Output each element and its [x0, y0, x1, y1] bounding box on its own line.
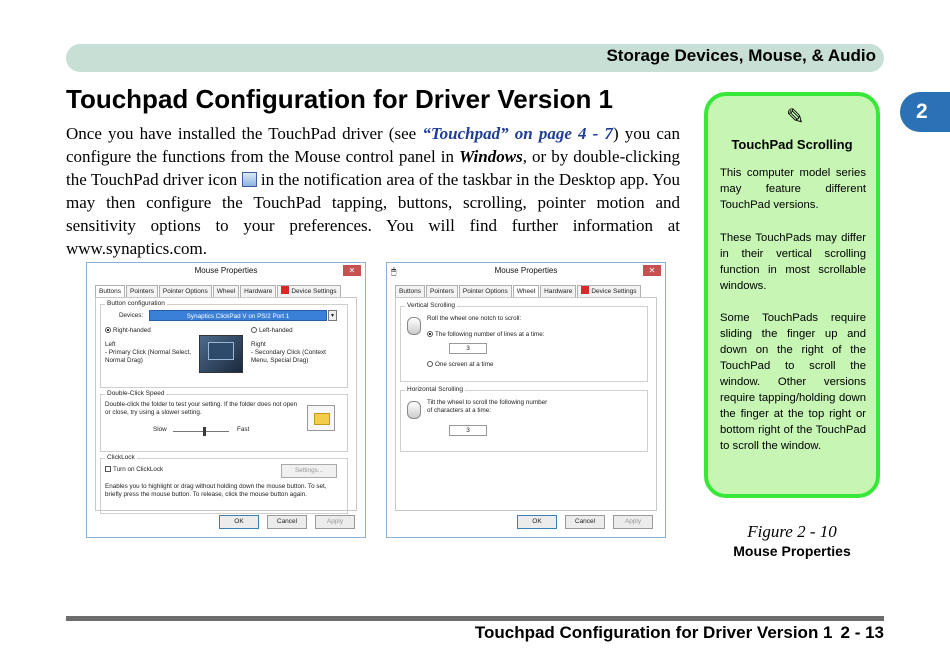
right-button-description: Right - Secondary Click (Context Menu, Special Drag) [251, 341, 326, 364]
page-number: 2 - 13 [840, 623, 884, 642]
synaptics-icon [581, 286, 589, 294]
figure-number: Figure 2 - 10 [747, 522, 837, 541]
vertical-scroll-text: Roll the wheel one notch to scroll: [427, 315, 522, 322]
test-folder-icon[interactable] [307, 405, 335, 431]
close-button[interactable]: ✕ [643, 265, 661, 276]
figure-caption: Mouse Properties [733, 543, 851, 559]
speed-slider-track[interactable] [173, 431, 229, 432]
lines-spinner[interactable]: 3 [449, 343, 487, 354]
fast-label: Fast [237, 426, 250, 433]
cancel-button[interactable]: Cancel [565, 515, 605, 529]
mouse-properties-dialog-wheel [386, 262, 666, 538]
scroll-wheel-icon [407, 317, 421, 335]
group-label: Horizontal Scrolling [407, 386, 463, 393]
radio-lines[interactable] [427, 331, 433, 337]
devices-label: Devices: [119, 312, 144, 319]
tab-panel [395, 297, 657, 511]
body-text-4: in the notification area of the taskbar in the Desktop app. You may then configure the TouchPad tapping, buttons, scrolling, pointer motion and sensitivity options to your preferences. You will find further information at www.synaptics.com. [66, 170, 680, 258]
right-handed-option[interactable] [105, 327, 151, 335]
note-paragraph-1: This computer model series may feature different TouchPad versions. [720, 167, 866, 211]
tab-wheel[interactable]: Wheel [513, 285, 539, 298]
mouse-icon: 🖱 [391, 266, 397, 276]
clicklock-label: Turn on ClickLock [113, 466, 164, 473]
tab-device-settings[interactable] [577, 285, 640, 297]
screen-option-label: One screen at a time [435, 361, 494, 368]
tab-device-settings-label: Device Settings [291, 288, 337, 295]
left-handed-option[interactable] [251, 327, 293, 335]
clicklock-text: Enables you to highlight or drag without holding down the mouse button. To set, briefly press the mouse button. To release, click the mouse button again. [105, 483, 327, 498]
left-handed-label: Left-handed [259, 327, 293, 334]
group-label: Double-Click Speed [107, 390, 165, 397]
tab-pointers[interactable]: Pointers [126, 285, 158, 297]
lines-option-label: The following number of lines at a time: [435, 331, 545, 338]
touchpad-driver-icon [242, 172, 257, 187]
footer-title: Touchpad Configuration for Driver Version 1 [474, 623, 833, 642]
tab-strip [95, 285, 342, 297]
group-label: Vertical Scrolling [407, 302, 456, 309]
tab-hardware[interactable]: Hardware [540, 285, 576, 297]
footer [467, 623, 884, 643]
body-text-3: , or by double-clicking the TouchPad driver icon [66, 147, 680, 189]
pencil-icon: ✎ [786, 104, 805, 129]
body-paragraph [66, 122, 680, 260]
group-label: Button configuration [107, 300, 165, 307]
apply-button[interactable]: Apply [613, 515, 653, 529]
vertical-scrolling-group [400, 302, 648, 382]
ok-button[interactable]: OK [517, 515, 557, 529]
devices-dropdown[interactable]: Synaptics ClickPad V on PS/2 Port 1 [149, 310, 327, 321]
close-button[interactable]: ✕ [343, 265, 361, 276]
double-click-text: Double-click the folder to test your setting. If the folder does not open or close, try using a slower setting. [105, 401, 298, 416]
ok-button[interactable]: OK [219, 515, 259, 529]
footer-rule [66, 616, 884, 621]
dialog-title: Mouse Properties [194, 266, 258, 275]
note-paragraph-3: Some TouchPads require sliding the finger up and down on the right of the TouchPad to scroll the window. Other versions require tapping/holding down the finger at the top right or bottom right of the TouchPad to scroll the window. [720, 312, 866, 452]
left-button-description: Left - Primary Click (Normal Select, Normal Drag) [105, 341, 192, 364]
horizontal-scroll-text: Tilt the wheel to scroll the following number of characters at a time: [427, 399, 548, 414]
tab-device-settings[interactable] [277, 285, 340, 297]
synaptics-icon [281, 286, 289, 294]
screen-option[interactable] [427, 361, 493, 369]
chapter-number: 2 [916, 100, 928, 123]
cancel-button[interactable]: Cancel [267, 515, 307, 529]
cross-reference-link[interactable]: “Touchpad” on page 4 - 7 [422, 124, 613, 143]
mouse-properties-dialog-buttons [86, 262, 366, 538]
button-config-group [100, 300, 348, 388]
slow-label: Slow [153, 426, 167, 433]
double-click-group [100, 390, 348, 452]
lines-option[interactable] [427, 331, 545, 339]
dialog-title: Mouse Properties [494, 266, 558, 275]
group-label: ClickLock [107, 454, 135, 461]
tab-pointers[interactable]: Pointers [426, 285, 458, 297]
right-handed-label: Right-handed [113, 327, 151, 334]
radio-right-handed[interactable] [105, 327, 111, 333]
body-text-2: ) you can configure the functions from the Mouse control panel in [66, 124, 680, 166]
tilt-wheel-icon [407, 401, 421, 419]
note-heading: TouchPad Scrolling [731, 137, 853, 152]
tab-hardware[interactable]: Hardware [240, 285, 276, 297]
tab-pointer-options[interactable]: Pointer Options [459, 285, 512, 297]
characters-spinner[interactable]: 3 [449, 425, 487, 436]
settings-button[interactable]: Settings... [281, 464, 337, 478]
apply-button[interactable]: Apply [315, 515, 355, 529]
tab-buttons[interactable]: Buttons [95, 285, 125, 298]
radio-screen[interactable] [427, 361, 433, 367]
section-title: Storage Devices, Mouse, & Audio [606, 46, 876, 65]
speed-slider-handle[interactable] [203, 427, 206, 436]
windows-term: Windows [459, 147, 523, 166]
chevron-down-icon[interactable]: ▾ [328, 310, 337, 321]
clicklock-checkbox[interactable] [105, 466, 111, 472]
tab-pointer-options[interactable]: Pointer Options [159, 285, 212, 297]
body-text-1: Once you have installed the TouchPad driver (see [66, 124, 423, 143]
clicklock-group [100, 454, 348, 514]
horizontal-scrolling-group [400, 386, 648, 452]
tab-device-settings-label: Device Settings [591, 288, 637, 295]
note-paragraph-2: These TouchPads may differ in their vertical scrolling function in most scrollable windows. [720, 232, 866, 292]
tab-strip [395, 285, 642, 297]
tab-buttons[interactable]: Buttons [395, 285, 425, 297]
touchpad-image [199, 335, 243, 373]
radio-left-handed[interactable] [251, 327, 257, 333]
tab-wheel[interactable]: Wheel [213, 285, 239, 297]
clicklock-option[interactable] [105, 466, 163, 474]
page-title: Touchpad Configuration for Driver Version 1 [66, 84, 614, 114]
tab-panel [95, 297, 357, 511]
